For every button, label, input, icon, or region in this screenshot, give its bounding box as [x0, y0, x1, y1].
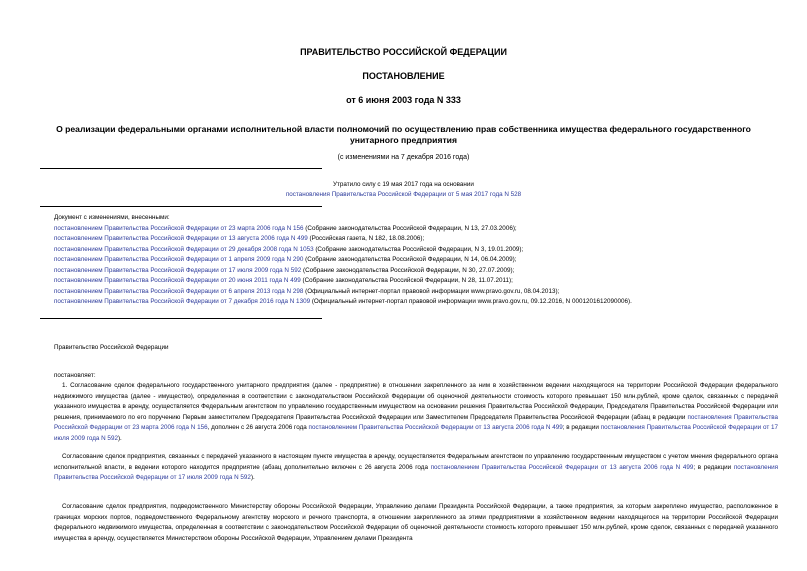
- amendment-link[interactable]: постановления Правительства Российской Федерации от 23 марта 2006 года N 156: [54, 413, 778, 432]
- change-source: (Собрание законодательства Российской Федерации, N 3, 19.01.2009);: [313, 245, 524, 253]
- change-source: (Официальный интернет-портал правовой информации www.pravo.gov.ru, 08.04.2013);: [303, 287, 560, 295]
- change-source: (Собрание законодательства Российской Федерации, N 28, 11.07.2011);: [300, 277, 513, 284]
- amendment-link[interactable]: постановления Правительства Российской Федерации от 17 июля 2009 года N 592: [54, 424, 778, 442]
- paragraph-text: ; в редакции: [562, 424, 601, 432]
- paragraph-text: Согласование сделок предприятия, связанных с передачей указанного в настоящем пункте имущества в аренду, осуществляется Федеральным агентством по управлению государственным имуществом с учетом мнения федерального органа исполнительной власти, в ведении которого находится предприятие (абзац дополнительно включен с 26 августа 2006 года: [54, 453, 778, 471]
- changes-list: [54, 213, 794, 308]
- change-source: (Российская газета, N 182, 18.08.2006);: [307, 235, 425, 242]
- change-item: [54, 287, 794, 298]
- divider: [40, 206, 322, 207]
- revoked-link-row: [0, 190, 807, 201]
- amendment-link[interactable]: постановления Правительства Российской Федерации от 17 июля 2009 года N 592: [54, 463, 778, 482]
- paragraph-text: ).: [250, 474, 255, 482]
- edition-note: (с изменениями на 7 декабря 2016 года): [337, 154, 470, 161]
- change-source: (Официальный интернет-портал правовой информации www.pravo.gov.ru, 09.12.2016, N 0001201612090006).: [310, 298, 632, 305]
- amendment-link[interactable]: постановлением Правительства Российской Федерации от 13 августа 2006 года N 499: [308, 424, 563, 432]
- paragraph-text: , дополнен с 26 августа 2006 года: [207, 424, 309, 432]
- change-link[interactable]: постановлением Правительства Российской Федерации от 13 августа 2006 года N 499: [54, 235, 308, 242]
- change-source: (Собрание законодательства Российской Федерации, N 14, 06.04.2009);: [303, 256, 517, 263]
- change-link[interactable]: постановлением Правительства Российской Федерации от 6 апреля 2013 года N 298: [54, 287, 304, 295]
- paragraph-text: Согласование сделок предприятия, подведомственного Министерству обороны Российской Федерации, Управлению делами Президента Российской Федерации, а также предприятия, за которым закреплено имущество, расположенное в границах морских портов, подведомственного Федеральному агентству морского и речного транспорта, в отношении закрепленного за этими предприятиями в хозяйственном ведении находящегося на территории Российской Федерации федерального недвижимого имущества, определенная в соответствии с законодательством Российской Федерации об оценочной деятельности стоимость которого превышает 150 млн.рублей, кроме сделок, связанных с передачей указанного имущества в аренду, осуществляется Министерством обороны Российской Федерации, Управлением делами Президента: [54, 503, 778, 542]
- change-link[interactable]: постановлением Правительства Российской Федерации от 1 апреля 2009 года N 290: [54, 256, 304, 263]
- paragraph-text: ).: [117, 434, 122, 442]
- paragraph-1: [54, 381, 778, 445]
- changes-intro: Документ с изменениями, внесенными:: [54, 214, 170, 221]
- document-title: О реализации федеральными органами исполнительной власти полномочий по осуществлению прав собственника имущества федерального государственного унитарного предприятия: [56, 124, 751, 145]
- paragraph-2: [54, 452, 778, 484]
- change-source: (Собрание законодательства Российской Федерации, N 13, 27.03.2006);: [303, 224, 517, 232]
- divider: [40, 168, 322, 169]
- change-link[interactable]: постановлением Правительства Российской Федерации от 29 декабря 2008 года N 1053: [54, 245, 314, 253]
- amendment-link[interactable]: постановлением Правительства Российской Федерации от 13 августа 2006 года N 499: [430, 463, 694, 471]
- decree-verb: постановляет:: [54, 372, 96, 379]
- change-item: [54, 266, 794, 277]
- document-type: ПОСТАНОВЛЕНИЕ: [362, 71, 445, 81]
- change-source: (Собрание законодательства Российской Федерации, N 30, 27.07.2009);: [301, 266, 515, 274]
- change-item: [54, 297, 794, 308]
- revoked-text: Утратило силу с 19 мая 2017 года на основании: [333, 181, 474, 188]
- change-link[interactable]: постановлением Правительства Российской Федерации от 23 марта 2006 года N 156: [54, 224, 304, 232]
- change-item: [54, 234, 794, 245]
- divider: [40, 318, 322, 319]
- revoked-link[interactable]: постановления Правительства Российской Федерации от 5 мая 2017 года N 528: [285, 191, 522, 198]
- change-link[interactable]: постановлением Правительства Российской Федерации от 7 декабря 2016 года N 1309: [54, 298, 311, 305]
- change-item: [54, 224, 794, 235]
- document-date-number: от 6 июня 2003 года N 333: [346, 95, 461, 105]
- change-link[interactable]: постановлением Правительства Российской Федерации от 17 июля 2009 года N 592: [54, 266, 302, 274]
- paragraph-3: [54, 502, 778, 544]
- government-header: ПРАВИТЕЛЬСТВО РОССИЙСКОЙ ФЕДЕРАЦИИ: [300, 47, 507, 57]
- issuing-body: Правительство Российской Федерации: [54, 344, 169, 351]
- change-item: [54, 276, 794, 287]
- change-link[interactable]: постановлением Правительства Российской Федерации от 20 июня 2011 года N 499: [54, 277, 301, 284]
- paragraph-text: 1. Согласование сделок федерального государственного унитарного предприятия (далее - предприятие) в отношении закрепленного за ним в хозяйственном ведении находящегося на территории Российской Федерации федерального недвижимого имущества (далее - имущество), определенная в соответствии с законодательством Российской Федерации об оценочной деятельности стоимость которого превышает 150 млн.рублей, кроме сделок, связанных с передачей указанного имущества в аренду, осуществляется Федеральным агентством по управлению государственным имуществом на основании решения Правительства Российской Федерации, Председателя Правительства Российской Федерации или решения, принимаемого по его поручению Первым заместителем Председателя Правительства Российской Федерации или Заместителем Председателя Правительства Российской Федерации (абзац в редакции: [54, 382, 778, 421]
- change-item: [54, 245, 794, 256]
- change-item: [54, 255, 794, 266]
- paragraph-text: ; в редакции: [693, 463, 734, 471]
